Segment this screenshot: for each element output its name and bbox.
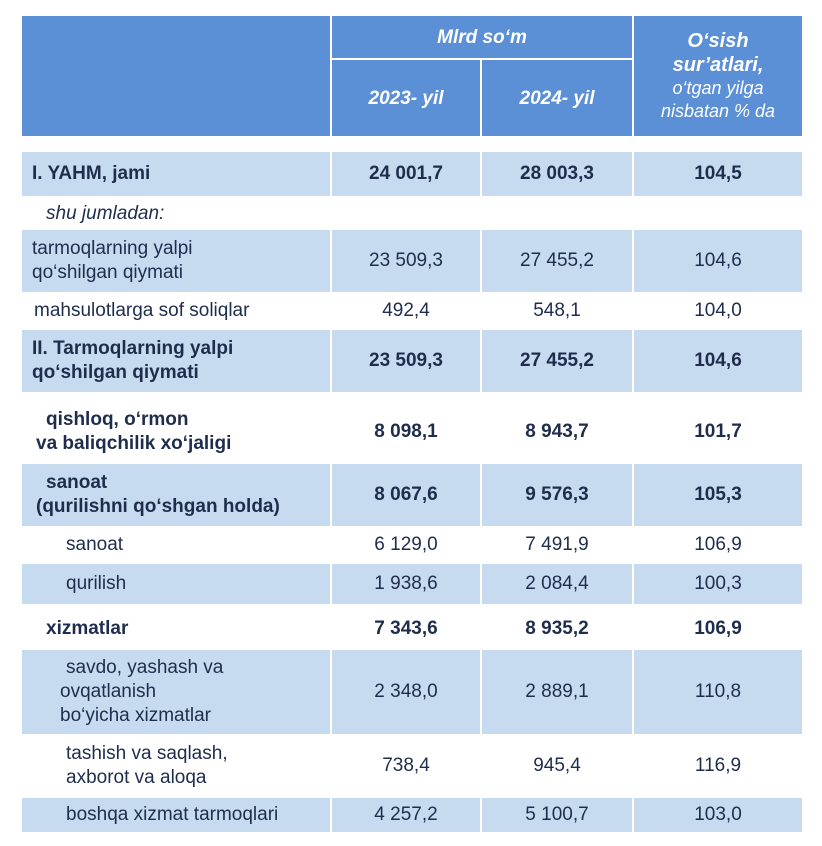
- growth-value: 106,9: [694, 534, 742, 555]
- table-row: [22, 650, 802, 734]
- growth-label-2: sur’atlari,: [672, 54, 764, 76]
- value-2024: 28 003,3: [482, 152, 632, 196]
- table-row: [22, 564, 802, 604]
- row-label: [22, 230, 330, 292]
- table-row: [22, 294, 802, 328]
- header-unit: [332, 16, 632, 58]
- row-label: mahsulotlarga sof soliqlar: [34, 300, 250, 321]
- growth-value: 104,5: [634, 152, 802, 196]
- row-label: [22, 464, 330, 526]
- table-row: [22, 798, 802, 832]
- row-label-line: qishloq, o‘rmon: [46, 409, 189, 430]
- row-label-line: II. Tarmoqlarning yalpi: [32, 338, 234, 359]
- table-row: [22, 230, 802, 292]
- value-2023: 23 509,3: [332, 230, 480, 292]
- growth-value: 104,6: [634, 230, 802, 292]
- value-2024: 27 455,2: [482, 330, 632, 392]
- growth-value: 110,8: [634, 650, 802, 734]
- growth-value: 116,9: [694, 755, 742, 776]
- table-row: [22, 464, 802, 526]
- value-2023: 4 257,2: [332, 798, 480, 832]
- growth-value: 100,3: [634, 564, 802, 604]
- growth-value: 104,0: [694, 300, 742, 321]
- value-2023: 738,4: [382, 755, 430, 776]
- row-label: I. YAHM, jami: [22, 152, 330, 196]
- value-2023: 7 343,6: [374, 618, 438, 639]
- value-2023: 8 098,1: [374, 421, 438, 442]
- row-label-line: tashish va saqlash,: [66, 743, 228, 764]
- header-year-2023: [332, 60, 480, 136]
- value-2023: 8 067,6: [332, 464, 480, 526]
- value-2023: 24 001,7: [332, 152, 480, 196]
- row-label-line: qo‘shilgan qiymati: [32, 362, 199, 383]
- row-label: [22, 402, 330, 462]
- row-label: sanoat: [66, 534, 124, 555]
- table-row: [22, 528, 802, 562]
- header-year-2024: [482, 60, 632, 136]
- growth-value: 106,9: [694, 618, 742, 639]
- value-2024: 548,1: [533, 300, 581, 321]
- row-label-line: ovqatlanish: [60, 681, 157, 702]
- row-label: [22, 330, 330, 392]
- table-row: [22, 330, 802, 392]
- value-2024: 2 889,1: [482, 650, 632, 734]
- value-2023: 1 938,6: [332, 564, 480, 604]
- table-row: [22, 198, 802, 230]
- row-label: qurilish: [22, 564, 330, 604]
- growth-value: 105,3: [634, 464, 802, 526]
- row-label-line: savdo, yashash va: [66, 657, 224, 678]
- table-row: [22, 152, 802, 196]
- unit-label: Mlrd so‘m: [437, 26, 527, 48]
- row-label-line: qo‘shilgan qiymati: [32, 262, 184, 283]
- value-2024: 2 084,4: [482, 564, 632, 604]
- growth-label-1: O‘sish: [687, 30, 749, 52]
- table-row: [22, 402, 802, 462]
- row-label-line: (qurilishni qo‘shgan holda): [36, 496, 280, 517]
- value-2024: 8 935,2: [525, 618, 589, 639]
- header-label-cell: [22, 16, 330, 136]
- value-2023: 2 348,0: [332, 650, 480, 734]
- row-label: boshqa xizmat tarmoqlari: [22, 798, 330, 832]
- year-2024-label: 2024- yil: [519, 87, 595, 109]
- value-2023: 23 509,3: [332, 330, 480, 392]
- value-2024: 945,4: [533, 755, 581, 776]
- row-label: xizmatlar: [46, 618, 129, 639]
- row-label-line: va baliqchilik xo‘jaligi: [36, 433, 232, 454]
- value-2024: 9 576,3: [482, 464, 632, 526]
- row-label: shu jumladan:: [46, 203, 165, 224]
- year-2023-label: 2023- yil: [368, 87, 444, 109]
- value-2024: 8 943,7: [525, 421, 589, 442]
- growth-value: 104,6: [634, 330, 802, 392]
- row-label-line: bo‘yicha xizmatlar: [60, 705, 211, 726]
- value-2024: 27 455,2: [482, 230, 632, 292]
- row-label: [22, 650, 330, 734]
- growth-value: 103,0: [634, 798, 802, 832]
- value-2024: 7 491,9: [525, 534, 589, 555]
- row-label-line: tarmoqlarning yalpi: [32, 238, 193, 259]
- row-label: [22, 736, 330, 796]
- value-2024: 5 100,7: [482, 798, 632, 832]
- table-row: [22, 736, 802, 796]
- growth-value: 101,7: [694, 421, 742, 442]
- growth-label-4: nisbatan % da: [660, 101, 776, 121]
- growth-label-3: o‘tgan yilga: [672, 78, 764, 98]
- row-label-line: sanoat: [46, 472, 108, 493]
- value-2023: 492,4: [382, 300, 430, 321]
- header-growth: [634, 16, 802, 136]
- value-2023: 6 129,0: [374, 534, 438, 555]
- row-label-line: axborot va aloqa: [66, 767, 207, 788]
- table-row: [22, 610, 802, 648]
